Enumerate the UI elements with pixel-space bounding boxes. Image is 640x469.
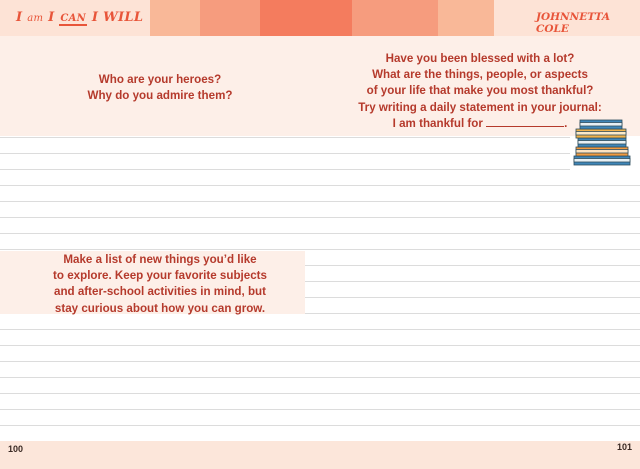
fill-in-blank (486, 116, 564, 127)
page-number-left: 100 (8, 444, 24, 454)
page-number-right: 101 (617, 442, 633, 452)
ruled-line (0, 377, 640, 378)
header-band-4 (260, 0, 352, 36)
book-title: I am I CAN I WILL (16, 10, 144, 25)
prompt-explore: Make a list of new things you’d like to explore. Keep your favorite subjects and after-school activities in mind, but stay curious about how you can grow. (53, 253, 267, 315)
book-stack-icon (570, 118, 634, 168)
header-band-2 (150, 0, 200, 36)
header-band-3 (200, 0, 260, 36)
ruled-line (0, 409, 640, 410)
ruled-line (0, 249, 640, 250)
ruled-line (305, 313, 640, 314)
ruled-line (0, 393, 640, 394)
ruled-line (0, 233, 640, 234)
ruled-line (305, 265, 640, 266)
header-band-6 (438, 0, 494, 36)
author-name: JOHNNETTA COLE (536, 11, 611, 35)
ruled-line (305, 297, 640, 298)
prompt-thankful: Have you been blessed with a lot? What are the things, people, or aspects of your life that make you most thankful? Try writing a daily statement in your journal: I am thankful for . (358, 52, 602, 130)
ruled-line (0, 185, 640, 186)
ruled-line (0, 137, 570, 138)
header-band-5 (352, 0, 438, 36)
ruled-line (0, 345, 640, 346)
ruled-line (0, 425, 640, 426)
ruled-line (0, 201, 640, 202)
prompt-heroes: Who are your heroes? Why do you admire them? (87, 73, 233, 103)
ruled-line (305, 281, 640, 282)
ruled-line (0, 217, 640, 218)
ruled-line (0, 329, 640, 330)
ruled-line (0, 361, 640, 362)
ruled-line (0, 169, 570, 170)
ruled-line (0, 153, 570, 154)
page-footer (0, 441, 640, 469)
